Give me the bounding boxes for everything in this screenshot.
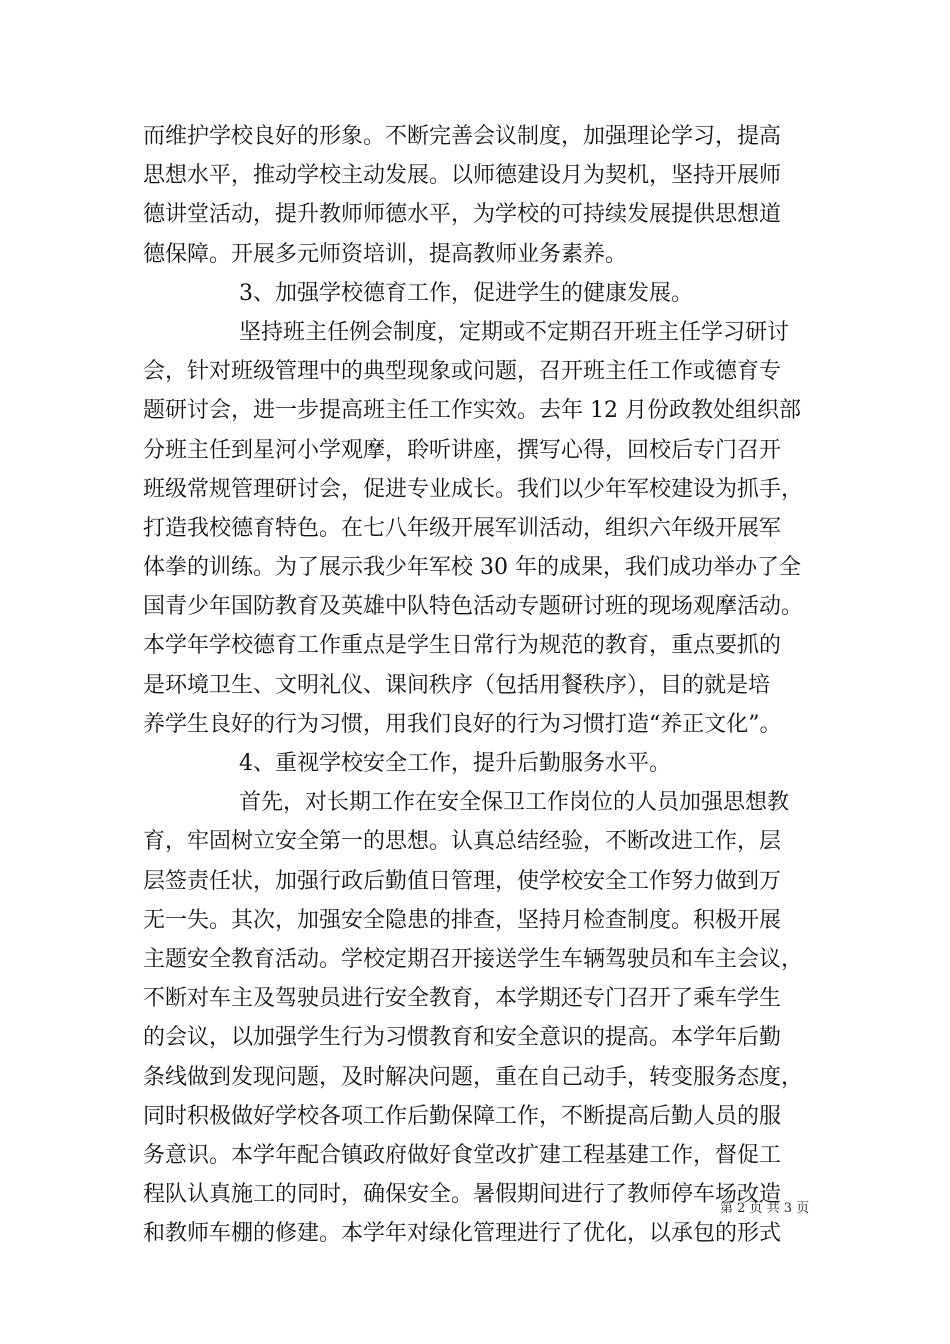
text-line: 思想水平，推动学校主动发展。以师德建设月为契机，坚持开展师	[143, 163, 782, 189]
text-line: 打造我校德育特色。在七八年级开展军训活动，组织六年级开展军	[143, 515, 782, 541]
text-line: 层签责任状，加强行政后勤值日管理，使学校安全工作努力做到万	[143, 868, 782, 894]
text-line: 本学年学校德育工作重点是学生日常行为规范的教育，重点要抓的	[143, 633, 782, 659]
text-line: 是环境卫生、文明礼仪、课间秩序（包括用餐秩序），目的就是培	[143, 672, 771, 698]
text-line: 而维护学校良好的形象。不断完善会议制度，加强理论学习，提高	[143, 124, 782, 149]
text-line: 务意识。本学年配合镇政府做好食堂改扩建工程基建工作，督促工	[143, 1142, 782, 1168]
text-line: 德讲堂活动，提升教师师德水平，为学校的可持续发展提供思想道	[143, 202, 782, 228]
text-line: 体拳的训练。为了展示我少年军校 30 年的成果，我们成功举办了全	[143, 555, 801, 581]
text-line: 分班主任到星河小学观摩，聆听讲座，撰写心得，回校后专门召开	[143, 437, 782, 463]
text-line: 和教师车棚的修建。本学年对绿化管理进行了优化，以承包的形式	[143, 1221, 782, 1247]
text-line: 主题安全教育活动。学校定期召开接送学生车辆驾驶员和车主会议，	[143, 946, 804, 972]
text-line: 国青少年国防教育及英雄中队特色活动专题研讨班的现场观摩活动。	[143, 594, 804, 620]
section-heading-4: 4、重视学校安全工作，提升后勤服务水平。	[239, 751, 671, 776]
text-line: 无一失。其次，加强安全隐患的排查，坚持月检查制度。积极开展	[143, 907, 782, 933]
text-line: 同时积极做好学校各项工作后勤保障工作，不断提高后勤人员的服	[143, 1103, 782, 1129]
text-line: 程队认真施工的同时，确保安全。暑假期间进行了教师停车场改造	[143, 1182, 782, 1208]
page-number: 第 2 页 共 3 页	[720, 1201, 810, 1216]
paragraph-start: 坚持班主任例会制度，定期或不定期召开班主任学习研讨	[239, 319, 790, 345]
text-line: 题研讨会，进一步提高班主任工作实效。去年 12 月份政教处组织部	[143, 398, 801, 424]
text-line: 会，针对班级管理中的典型现象或问题，召开班主任工作或德育专	[143, 359, 782, 385]
text-line: 的会议，以加强学生行为习惯教育和安全意识的提高。本学年后勤	[143, 1025, 782, 1051]
text-line: 育，牢固树立安全第一的思想。认真总结经验，不断改进工作，层	[143, 829, 782, 855]
text-line: 不断对车主及驾驶员进行安全教育，本学期还专门召开了乘车学生	[143, 986, 782, 1012]
paragraph-start: 首先，对长期工作在安全保卫工作岗位的人员加强思想教	[239, 790, 790, 816]
text-line: 条线做到发现问题，及时解决问题，重在自己动手，转变服务态度，	[143, 1064, 804, 1090]
text-line: 班级常规管理研讨会，促进专业成长。我们以少年军校建设为抓手，	[143, 476, 804, 502]
text-line: 养学生良好的行为习惯，用我们良好的行为习惯打造“养正文化”。	[143, 711, 782, 737]
body-text	[143, 117, 813, 1253]
section-heading-3: 3、加强学校德育工作，促进学生的健康发展。	[239, 280, 693, 306]
text-line: 德保障。开展多元师资培训，提高教师业务素养。	[143, 241, 628, 267]
